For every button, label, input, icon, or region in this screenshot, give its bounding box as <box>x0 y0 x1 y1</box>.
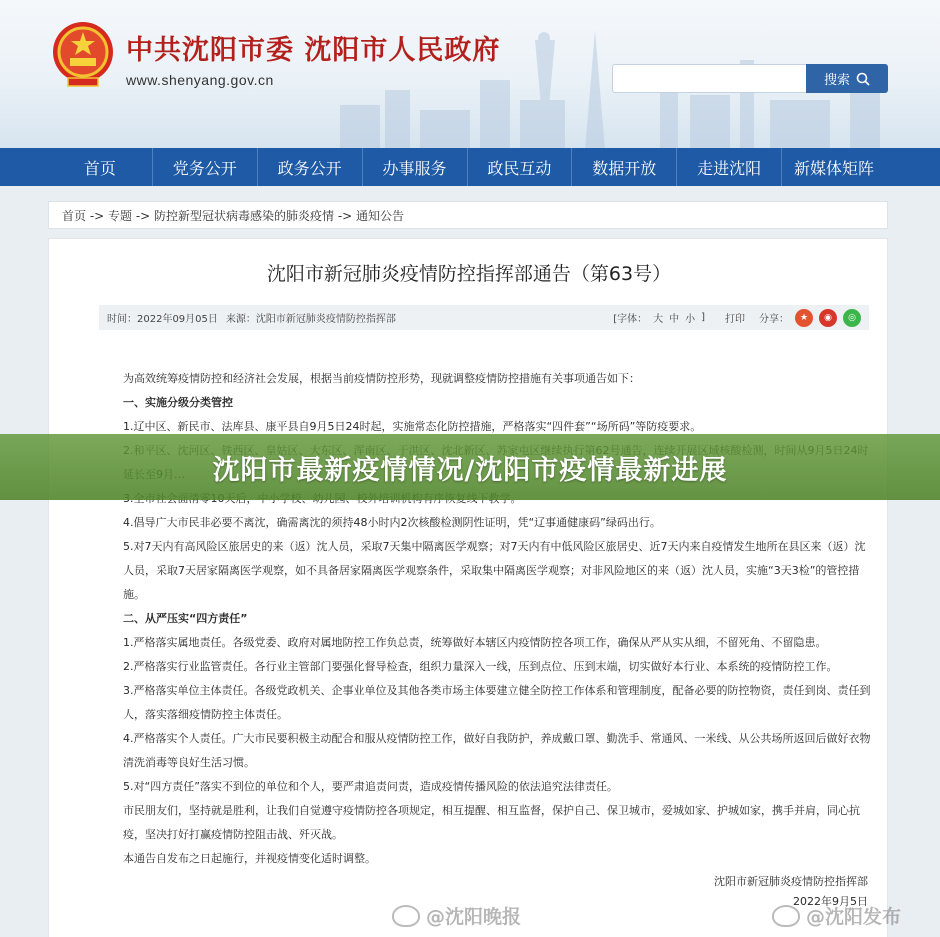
share-qzone-icon[interactable]: ★ <box>795 309 813 327</box>
share-weibo-icon[interactable]: ◉ <box>819 309 837 327</box>
nav-item-services[interactable]: 办事服务 <box>362 148 467 186</box>
article-paragraph: 3.严格落实单位主体责任。各级党政机关、企事业单位及其他各类市场主体要建立健全防控工作体系和管理制度，配备必要的防控物资，责任到岗、责任到人，落实落细疫情防控主体责任。 <box>123 684 871 721</box>
font-medium-link[interactable]: 中 <box>669 314 680 325</box>
nav-item-interaction[interactable]: 政民互动 <box>467 148 572 186</box>
font-size-close: ] <box>701 312 705 323</box>
site-url: www.shenyang.gov.cn <box>126 72 274 88</box>
article-paragraph: 为高效统筹疫情防控和经济社会发展，根据当前疫情防控形势，现就调整疫情防控措施有关事项通告如下： <box>123 372 640 385</box>
nav-item-home[interactable]: 首页 <box>83 158 116 178</box>
font-size-label: [字体： <box>613 314 648 325</box>
font-small-link[interactable]: 小 <box>685 314 696 325</box>
article-panel <box>48 238 888 937</box>
meta-source: 来源：沈阳市新冠肺炎疫情防控指挥部 <box>225 314 396 325</box>
watermark-text: @沈阳晚报 <box>426 906 522 928</box>
share-wechat-icon[interactable]: ◎ <box>843 309 861 327</box>
nav-item-open-data[interactable]: 数据开放 <box>571 148 676 186</box>
article-paragraph: 本通告自发布之日起施行，并视疫情变化适时调整。 <box>123 852 376 865</box>
print-link[interactable]: 打印 <box>725 314 745 325</box>
article-paragraph: 5.对“四方责任”落实不到位的单位和个人，要严肃追责问责，造成疫情传播风险的依法追究法律责任。 <box>123 780 618 793</box>
search-icon <box>856 72 870 86</box>
watermark-text: @沈阳发布 <box>806 906 902 928</box>
font-large-link[interactable]: 大 <box>653 314 664 325</box>
site-title: 中共沈阳市委 沈阳市人民政府 <box>126 35 501 66</box>
section-heading: 二、从严压实“四方责任” <box>123 612 248 625</box>
national-emblem-icon <box>50 20 116 88</box>
article-paragraph: 5.对7天内有高风险区旅居史的来（返）沈人员，采取7天集中隔离医学观察；对7天内有中低风险区旅居史、近7天内来自疫情发生地所在县区来（返）沈人员，采取7天居家隔离医学观察，如不具备居家隔离医学观察条件，采取集中隔离医学观察；对非风险地区的来（返）沈人员，实施“3天3检”的管控措施。 <box>123 540 866 601</box>
section-heading: 一、实施分级分类管控 <box>123 396 233 409</box>
weibo-logo-icon <box>392 905 420 927</box>
headline-banner <box>0 434 940 500</box>
watermark-shenyang-release <box>772 902 901 929</box>
article-paragraph: 1.辽中区、新民市、法库县、康平县自9月5日24时起，实施常态化防控措施，严格落实“四件套”“场所码”等防疫要求。 <box>123 420 702 433</box>
nav-item-new-media[interactable]: 新媒体矩阵 <box>781 148 886 186</box>
site-header <box>0 0 940 148</box>
article-meta <box>99 305 869 330</box>
search-label: 搜索 <box>823 73 850 88</box>
weibo-logo-icon <box>772 905 800 927</box>
article-paragraph: 2.严格落实行业监管责任。各行业主管部门要强化督导检查，组织力量深入一线，压到点位、压到末端，切实做好本行业、本系统的疫情防控工作。 <box>123 660 838 673</box>
article-title: 沈阳市新冠肺炎疫情防控指挥部通告（第63号） <box>266 263 672 285</box>
search-button[interactable] <box>806 64 888 93</box>
sign-org: 沈阳市新冠肺炎疫情防控指挥部 <box>714 875 868 888</box>
main-nav <box>0 148 940 186</box>
article-paragraph: 1.严格落实属地责任。各级党委、政府对属地防控工作负总责，统筹做好本辖区内疫情防控各项工作，确保从严从实从细，不留死角、不留隐患。 <box>123 636 827 649</box>
search-input[interactable] <box>612 64 806 93</box>
banner-text: 沈阳市最新疫情情况/沈阳市疫情最新进展 <box>212 454 728 486</box>
article-paragraph: 4.严格落实个人责任。广大市民要积极主动配合和服从疫情防控工作，做好自我防护，养成戴口罩、勤洗手、常通风、一米线、从公共场所返回后做好衣物清洗消毒等良好生活习惯。 <box>123 732 871 769</box>
article-paragraph: 4.倡导广大市民非必要不离沈，确需离沈的须持48小时内2次核酸检测阴性证明，凭“辽事通健康码”绿码出行。 <box>123 516 661 529</box>
breadcrumb[interactable]: 首页 -> 专题 -> 防控新型冠状病毒感染的肺炎疫情 -> 通知公告 <box>48 201 888 229</box>
article-paragraph: 市民朋友们，坚持就是胜利，让我们自觉遵守疫情防控各项规定，相互提醒、相互监督，保护自己、保卫城市，爱城如家、护城如家，携手并肩，同心抗疫，坚决打好打赢疫情防控阻击战、歼灭战。 <box>123 804 860 841</box>
sign-date: 2022年9月5日 <box>793 895 868 908</box>
nav-item-about-shenyang[interactable]: 走进沈阳 <box>676 148 781 186</box>
meta-time: 时间：2022年09月05日 <box>107 314 218 325</box>
nav-item-government-affairs[interactable]: 政务公开 <box>257 148 362 186</box>
share-label: 分享： <box>759 314 789 325</box>
watermark-shenyang-evening-news <box>392 902 521 929</box>
nav-item-party-affairs[interactable]: 党务公开 <box>152 148 257 186</box>
